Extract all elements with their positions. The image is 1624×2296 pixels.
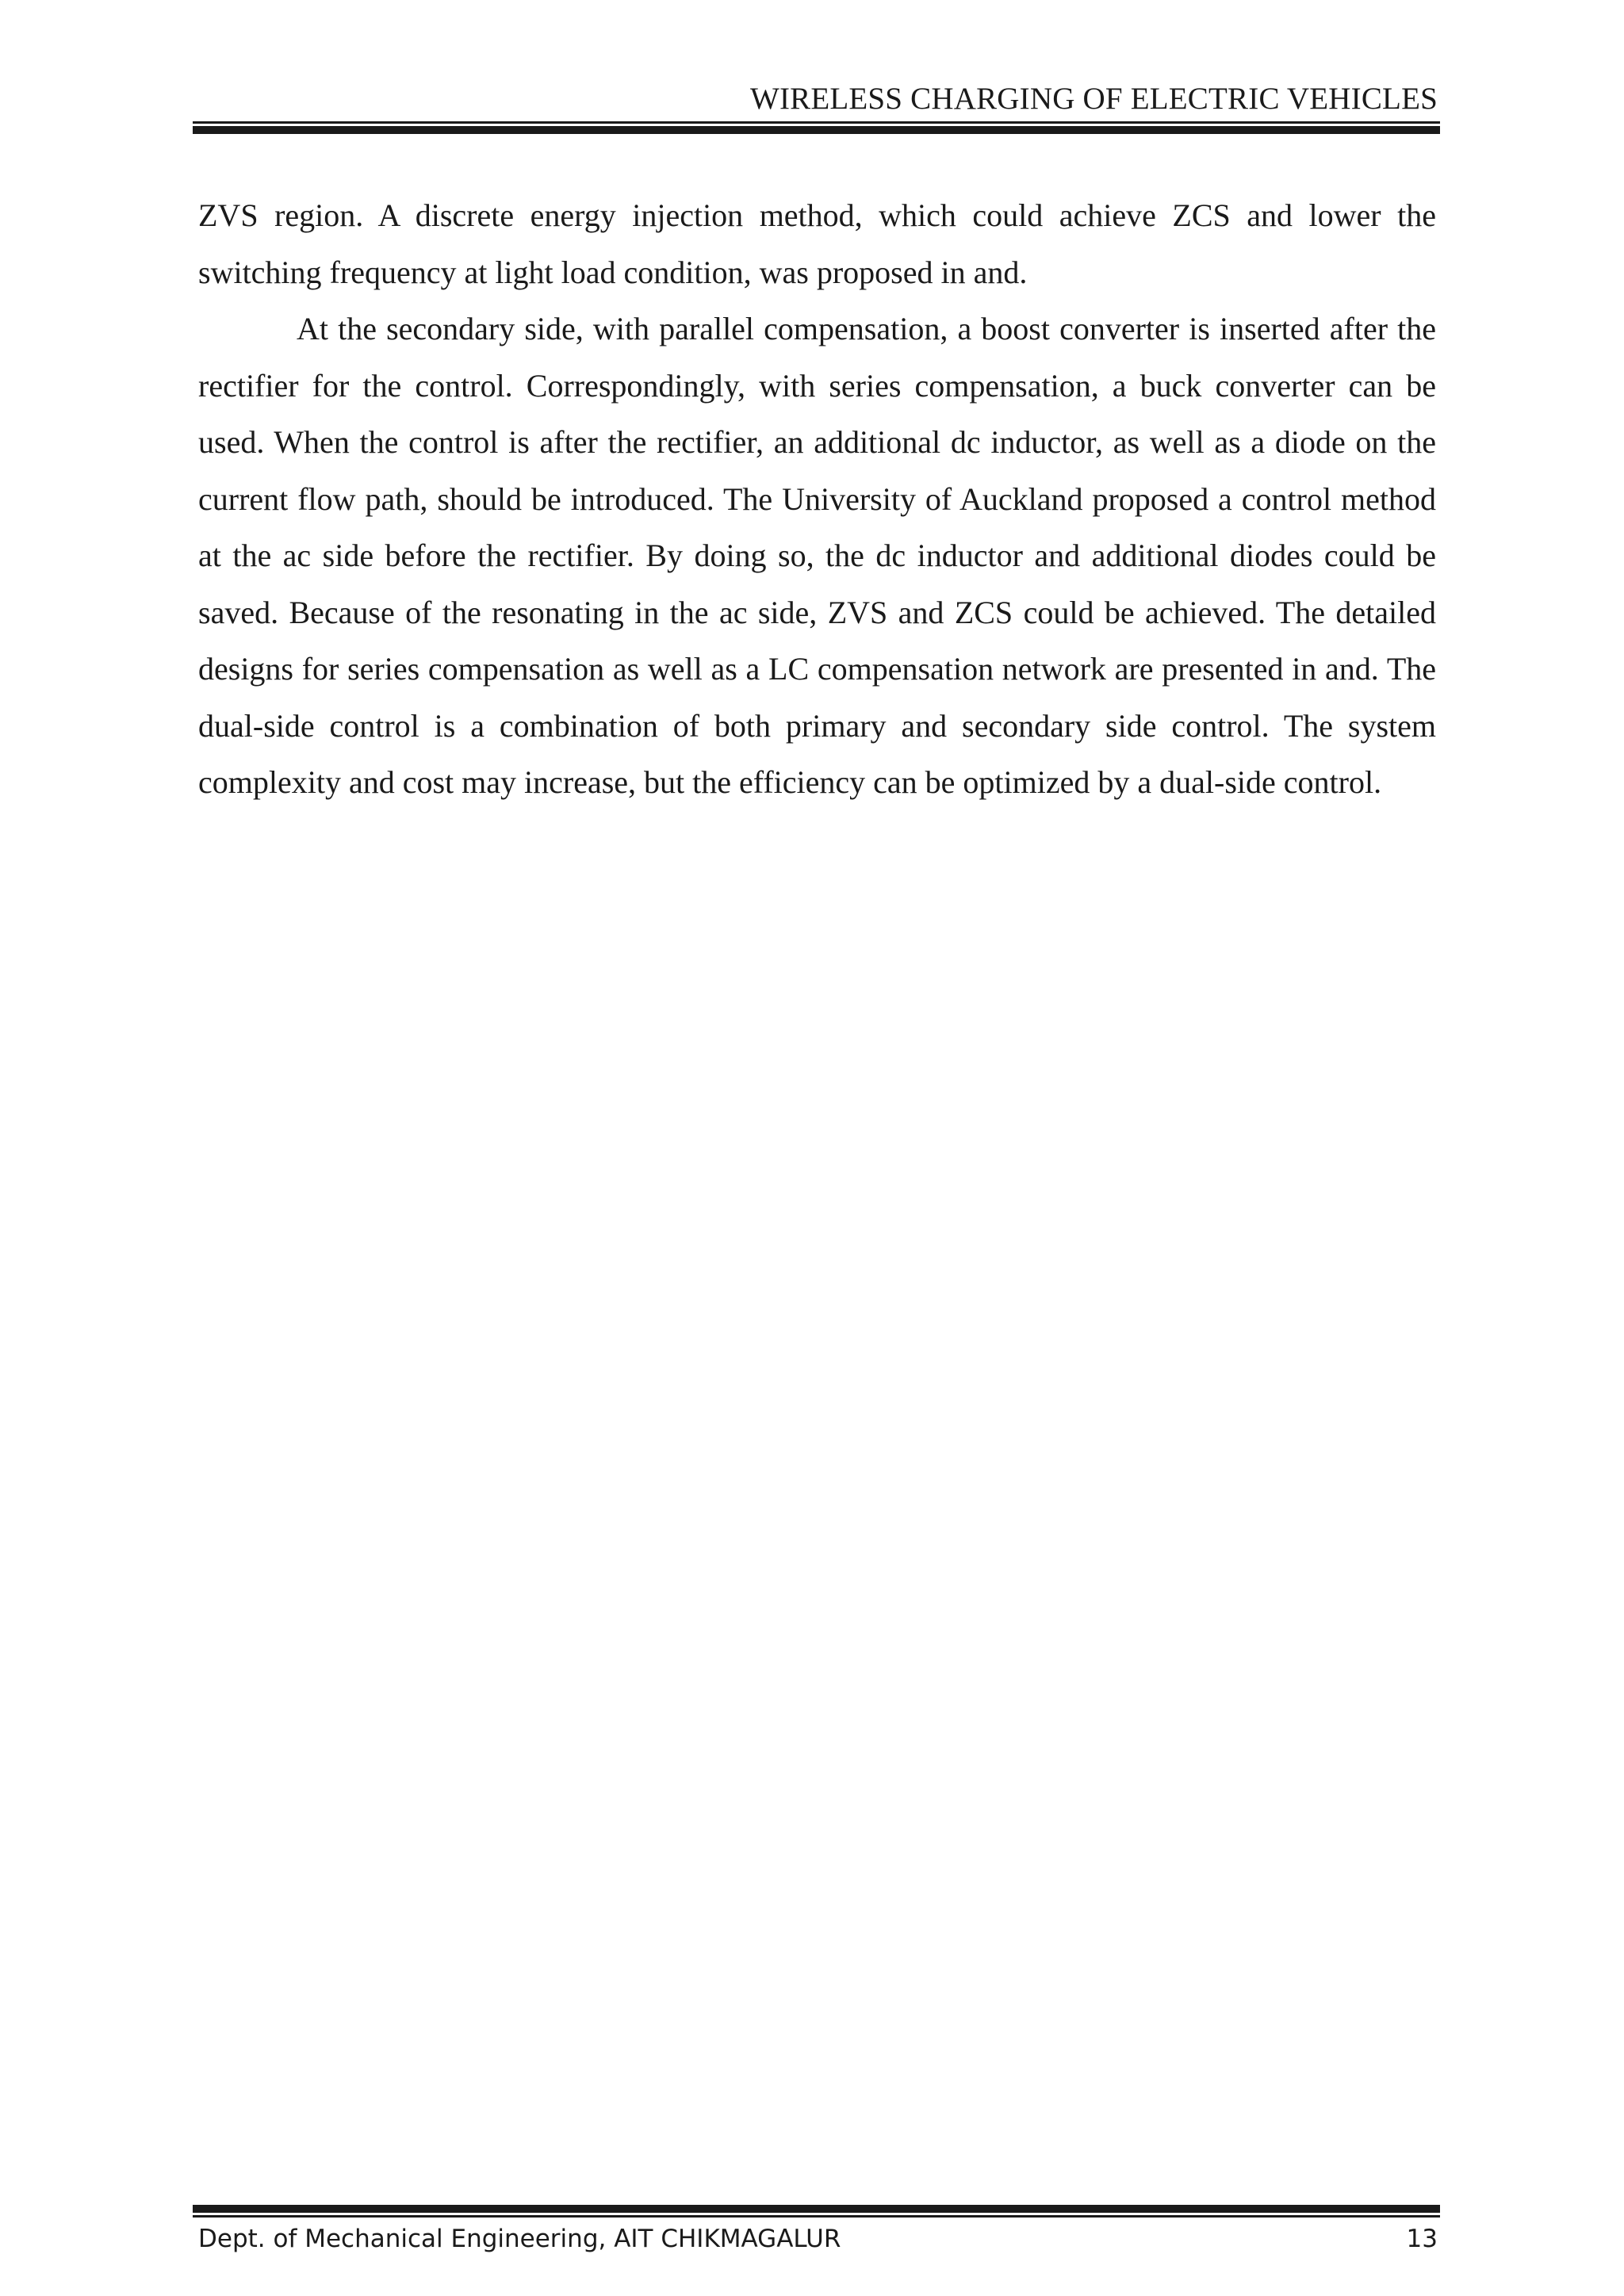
paragraph-2: At the secondary side, with parallel compensation, a boost converter is inserted after the rectifier for the control. Correspondingly, with series compensation, a buck converter can be used. When the control is after the rectifier, an additional dc inductor, as well as a diode on the current flow path, should be introduced. The University of Auckland proposed a control method at the ac side before the rectifier. By doing so, the dc inductor and additional diodes could be saved. Because of the resonating in the ac side, ZVS and ZCS could be achieved. The detailed designs for series compensation as well as a LC compensation network are presented in and. The dual-side control is a combination of both primary and secondary side control. The system complexity and cost may increase, but the efficiency can be optimized by a dual-side control. [198, 311, 1436, 800]
header-rule-thick [193, 126, 1440, 134]
paragraph-1: ZVS region. A discrete energy injection method, which could achieve ZCS and lower the switching frequency at light load condition, was proposed in and. [198, 197, 1436, 290]
header-rule [193, 121, 1440, 124]
body-text [198, 187, 1436, 811]
page-number: 13 [1406, 2225, 1438, 2253]
footer-rule-thick [193, 2205, 1440, 2213]
running-header-title: WIRELESS CHARGING OF ELECTRIC VEHICLES [749, 82, 1438, 116]
footer-department: Dept. of Mechanical Engineering, AIT CHIKMAGALUR [198, 2225, 841, 2253]
footer-rule [193, 2215, 1440, 2218]
